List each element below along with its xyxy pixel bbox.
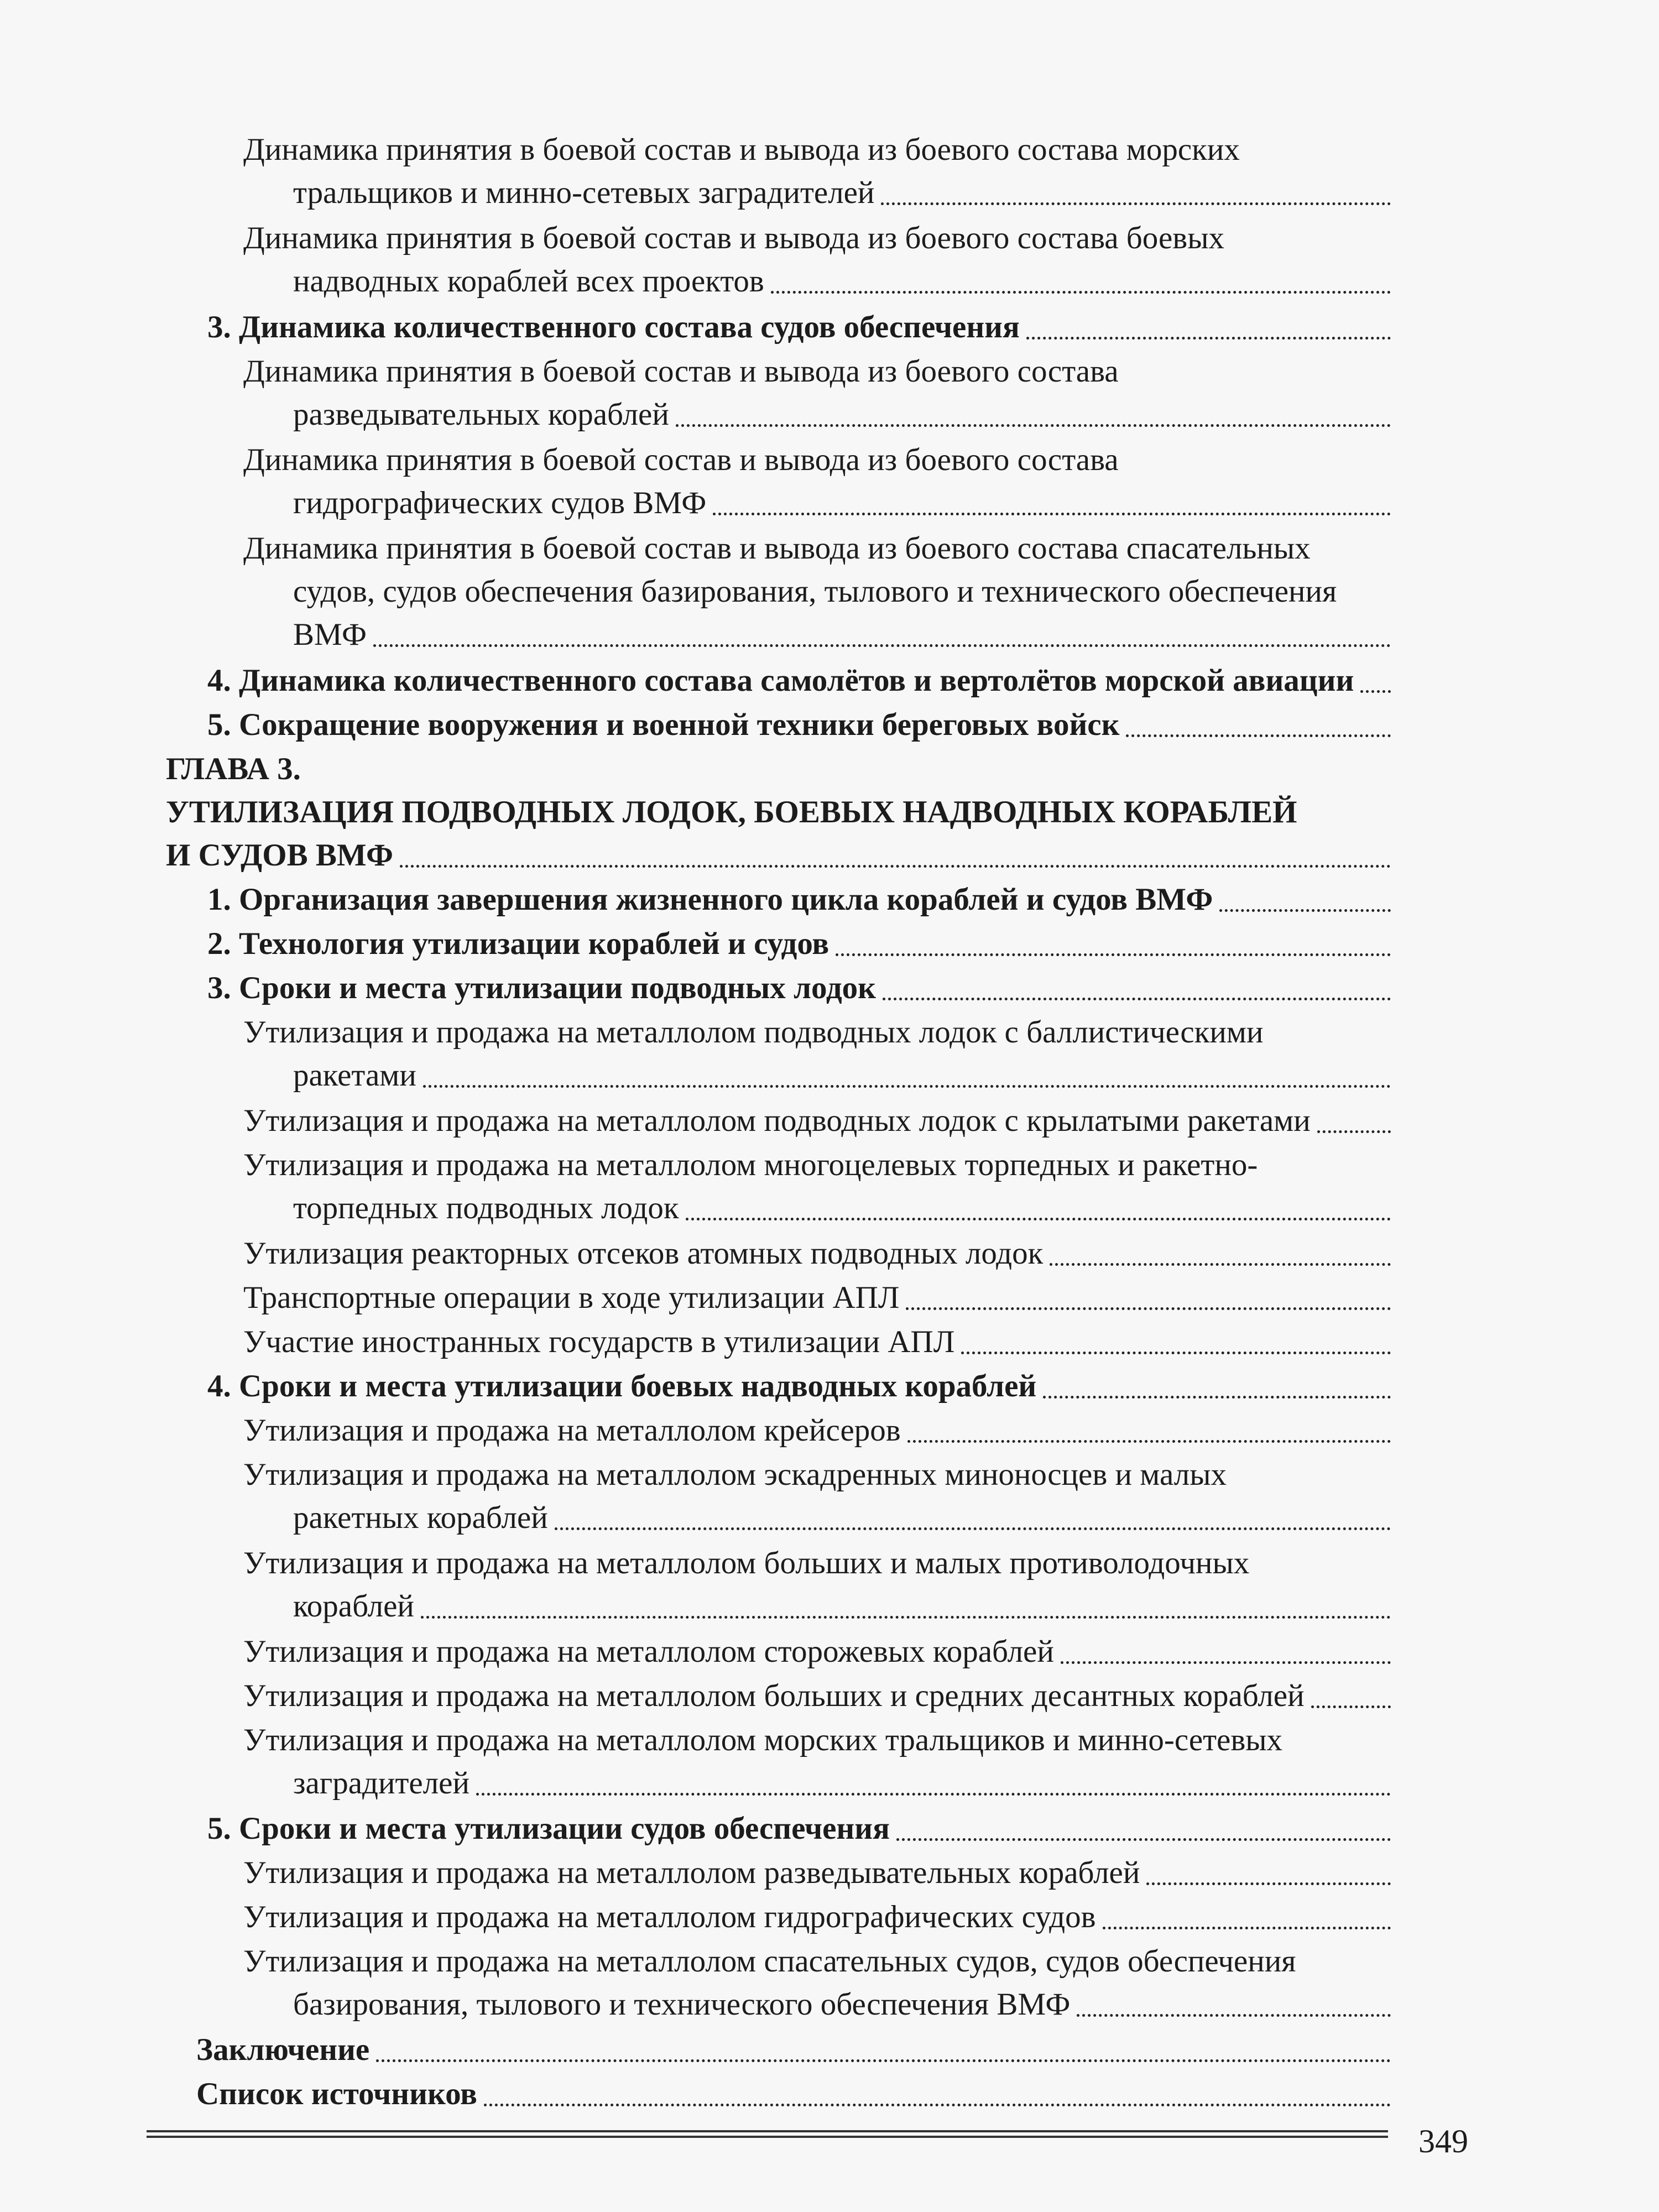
toc-entry-title-line: Динамика принятия в боевой состав и вывода из боевого состава bbox=[243, 442, 1119, 477]
toc-entry-title-line: базирования, тылового и технического обеспечения ВМФ bbox=[293, 1987, 1071, 2022]
toc-dot-leader bbox=[771, 291, 1391, 294]
toc-entry-title-line: 3. Динамика количественного состава судов обеспечения bbox=[207, 310, 1020, 345]
toc-entry-title-line: Утилизация и продажа на металлолом спасательных судов, судов обеспечения bbox=[243, 1944, 1296, 1979]
toc-dot-leader bbox=[713, 513, 1391, 515]
toc-entry-title-line: заградителей bbox=[293, 1766, 469, 1801]
toc-dot-leader bbox=[881, 202, 1391, 205]
toc-entry-title-line: разведывательных кораблей bbox=[293, 397, 669, 432]
toc-entry-title-line: 1. Организация завершения жизненного цикла кораблей и судов ВМФ bbox=[207, 882, 1213, 917]
toc-dot-leader bbox=[906, 1307, 1391, 1310]
toc-entry-title-line: Утилизация и продажа на металлолом сторожевых кораблей bbox=[243, 1634, 1054, 1669]
toc-entry-title-line: 3. Сроки и места утилизации подводных лодок bbox=[207, 971, 877, 1005]
toc-dot-leader bbox=[1043, 1396, 1391, 1399]
toc-entry-title-line: Динамика принятия в боевой состав и вывода из боевого состава bbox=[243, 354, 1119, 389]
toc-dot-leader bbox=[961, 1352, 1391, 1354]
toc-dot-leader bbox=[883, 998, 1391, 1000]
toc-entry-title-line: 5. Сокращение вооружения и военной техники береговых войск bbox=[207, 707, 1120, 742]
toc-entry-title-line: Утилизация и продажа на металлолом больших и малых противолодочных bbox=[243, 1546, 1250, 1580]
toc-dot-leader bbox=[373, 644, 1391, 647]
toc-entry-title-line: ГЛАВА 3. bbox=[166, 752, 301, 786]
toc-entry-title-line: Утилизация реакторных отсеков атомных подводных лодок bbox=[243, 1236, 1044, 1271]
toc-dot-leader bbox=[1317, 1130, 1391, 1133]
toc-entry-title-line: Транспортные операции в ходе утилизации АПЛ bbox=[243, 1280, 900, 1315]
toc-dot-leader bbox=[1126, 734, 1391, 737]
toc-entry-title-line: Утилизация и продажа на металлолом подводных лодок с баллистическими bbox=[243, 1015, 1264, 1050]
toc-dot-leader bbox=[484, 2104, 1391, 2106]
toc-dot-leader bbox=[376, 2059, 1391, 2062]
toc-dot-leader bbox=[1311, 1705, 1391, 1708]
toc-entry-title-line: надводных кораблей всех проектов bbox=[293, 264, 764, 299]
toc-entry-title-line: ракетных кораблей bbox=[293, 1500, 548, 1535]
toc-entry-title-line: судов, судов обеспечения базирования, тылового и технического обеспечения bbox=[293, 574, 1337, 609]
toc-dot-leader bbox=[423, 1085, 1391, 1088]
toc-entry-title-line: Утилизация и продажа на металлолом эскадренных миноносцев и малых bbox=[243, 1457, 1227, 1492]
toc-entry-title-line: И СУДОВ ВМФ bbox=[166, 838, 393, 873]
toc-entry-title-line: 4. Динамика количественного состава самолётов и вертолётов морской авиации bbox=[207, 663, 1354, 698]
toc-entry-title-line: кораблей bbox=[293, 1589, 414, 1624]
toc-entry-title-line: ВМФ bbox=[293, 617, 367, 652]
toc-dot-leader bbox=[907, 1440, 1391, 1443]
toc-entry-title-line: ракетами bbox=[293, 1058, 416, 1093]
page-number: 349 bbox=[1418, 2123, 1468, 2159]
toc-dot-leader bbox=[1026, 337, 1391, 340]
toc-dot-leader bbox=[836, 953, 1391, 956]
toc-entry-title-line: Динамика принятия в боевой состав и вывода из боевого состава боевых bbox=[243, 221, 1225, 255]
footer-rule bbox=[147, 2130, 1388, 2132]
toc-dot-leader bbox=[1360, 690, 1391, 693]
toc-dot-leader bbox=[400, 865, 1391, 868]
toc-entry-title-line: Утилизация и продажа на металлолом подводных лодок с крылатыми ракетами bbox=[243, 1103, 1311, 1138]
toc-dot-leader bbox=[1146, 1882, 1391, 1885]
toc-dot-leader bbox=[896, 1838, 1391, 1841]
toc-dot-leader bbox=[1077, 2014, 1391, 2017]
footer-rule-second bbox=[147, 2136, 1388, 2138]
toc-entry-title-line: Динамика принятия в боевой состав и вывода из боевого состава морских bbox=[243, 132, 1240, 167]
toc-entry-title-line: 2. Технология утилизации кораблей и судов bbox=[207, 926, 830, 961]
toc-dot-leader bbox=[476, 1793, 1391, 1796]
toc-entry-title-line: Заключение bbox=[196, 2032, 370, 2067]
toc-dot-leader bbox=[555, 1527, 1391, 1530]
toc-dot-leader bbox=[1219, 909, 1391, 912]
toc-dot-leader bbox=[421, 1616, 1391, 1619]
toc-entry-title-line: гидрографических судов ВМФ bbox=[293, 486, 707, 520]
toc-entry-title-line: тральщиков и минно-сетевых заградителей bbox=[293, 175, 875, 210]
toc-entry-title-line: Список источников bbox=[196, 2077, 477, 2111]
toc-dot-leader bbox=[676, 424, 1391, 427]
toc-entry-title-line: Утилизация и продажа на металлолом разведывательных кораблей bbox=[243, 1855, 1140, 1890]
toc-entry-title-line: Утилизация и продажа на металлолом крейсеров bbox=[243, 1413, 901, 1448]
toc-entry-title-line: Утилизация и продажа на металлолом морских тральщиков и минно-сетевых bbox=[243, 1723, 1283, 1757]
toc-dot-leader bbox=[1103, 1927, 1391, 1929]
toc-entry-title-line: Утилизация и продажа на металлолом многоцелевых торпедных и ракетно- bbox=[243, 1147, 1258, 1182]
toc-entry-title-line: УТИЛИЗАЦИЯ ПОДВОДНЫХ ЛОДОК, БОЕВЫХ НАДВОДНЫХ КОРАБЛЕЙ bbox=[166, 795, 1297, 830]
toc-entry-title-line: торпедных подводных лодок bbox=[293, 1191, 679, 1225]
toc-entry-title-line: 4. Сроки и места утилизации боевых надводных кораблей bbox=[207, 1369, 1037, 1404]
toc-dot-leader bbox=[686, 1218, 1391, 1220]
toc-entry-title-line: 5. Сроки и места утилизации судов обеспечения bbox=[207, 1811, 890, 1846]
toc-entry-title-line: Динамика принятия в боевой состав и вывода из боевого состава спасательных bbox=[243, 531, 1311, 566]
toc-entry-title-line: Утилизация и продажа на металлолом больших и средних десантных кораблей bbox=[243, 1678, 1305, 1713]
toc-dot-leader bbox=[1061, 1661, 1391, 1664]
toc-entry-title-line: Утилизация и продажа на металлолом гидрографических судов bbox=[243, 1900, 1096, 1934]
toc-dot-leader bbox=[1050, 1263, 1391, 1266]
toc-entry-title-line: Участие иностранных государств в утилизации АПЛ bbox=[243, 1324, 955, 1359]
